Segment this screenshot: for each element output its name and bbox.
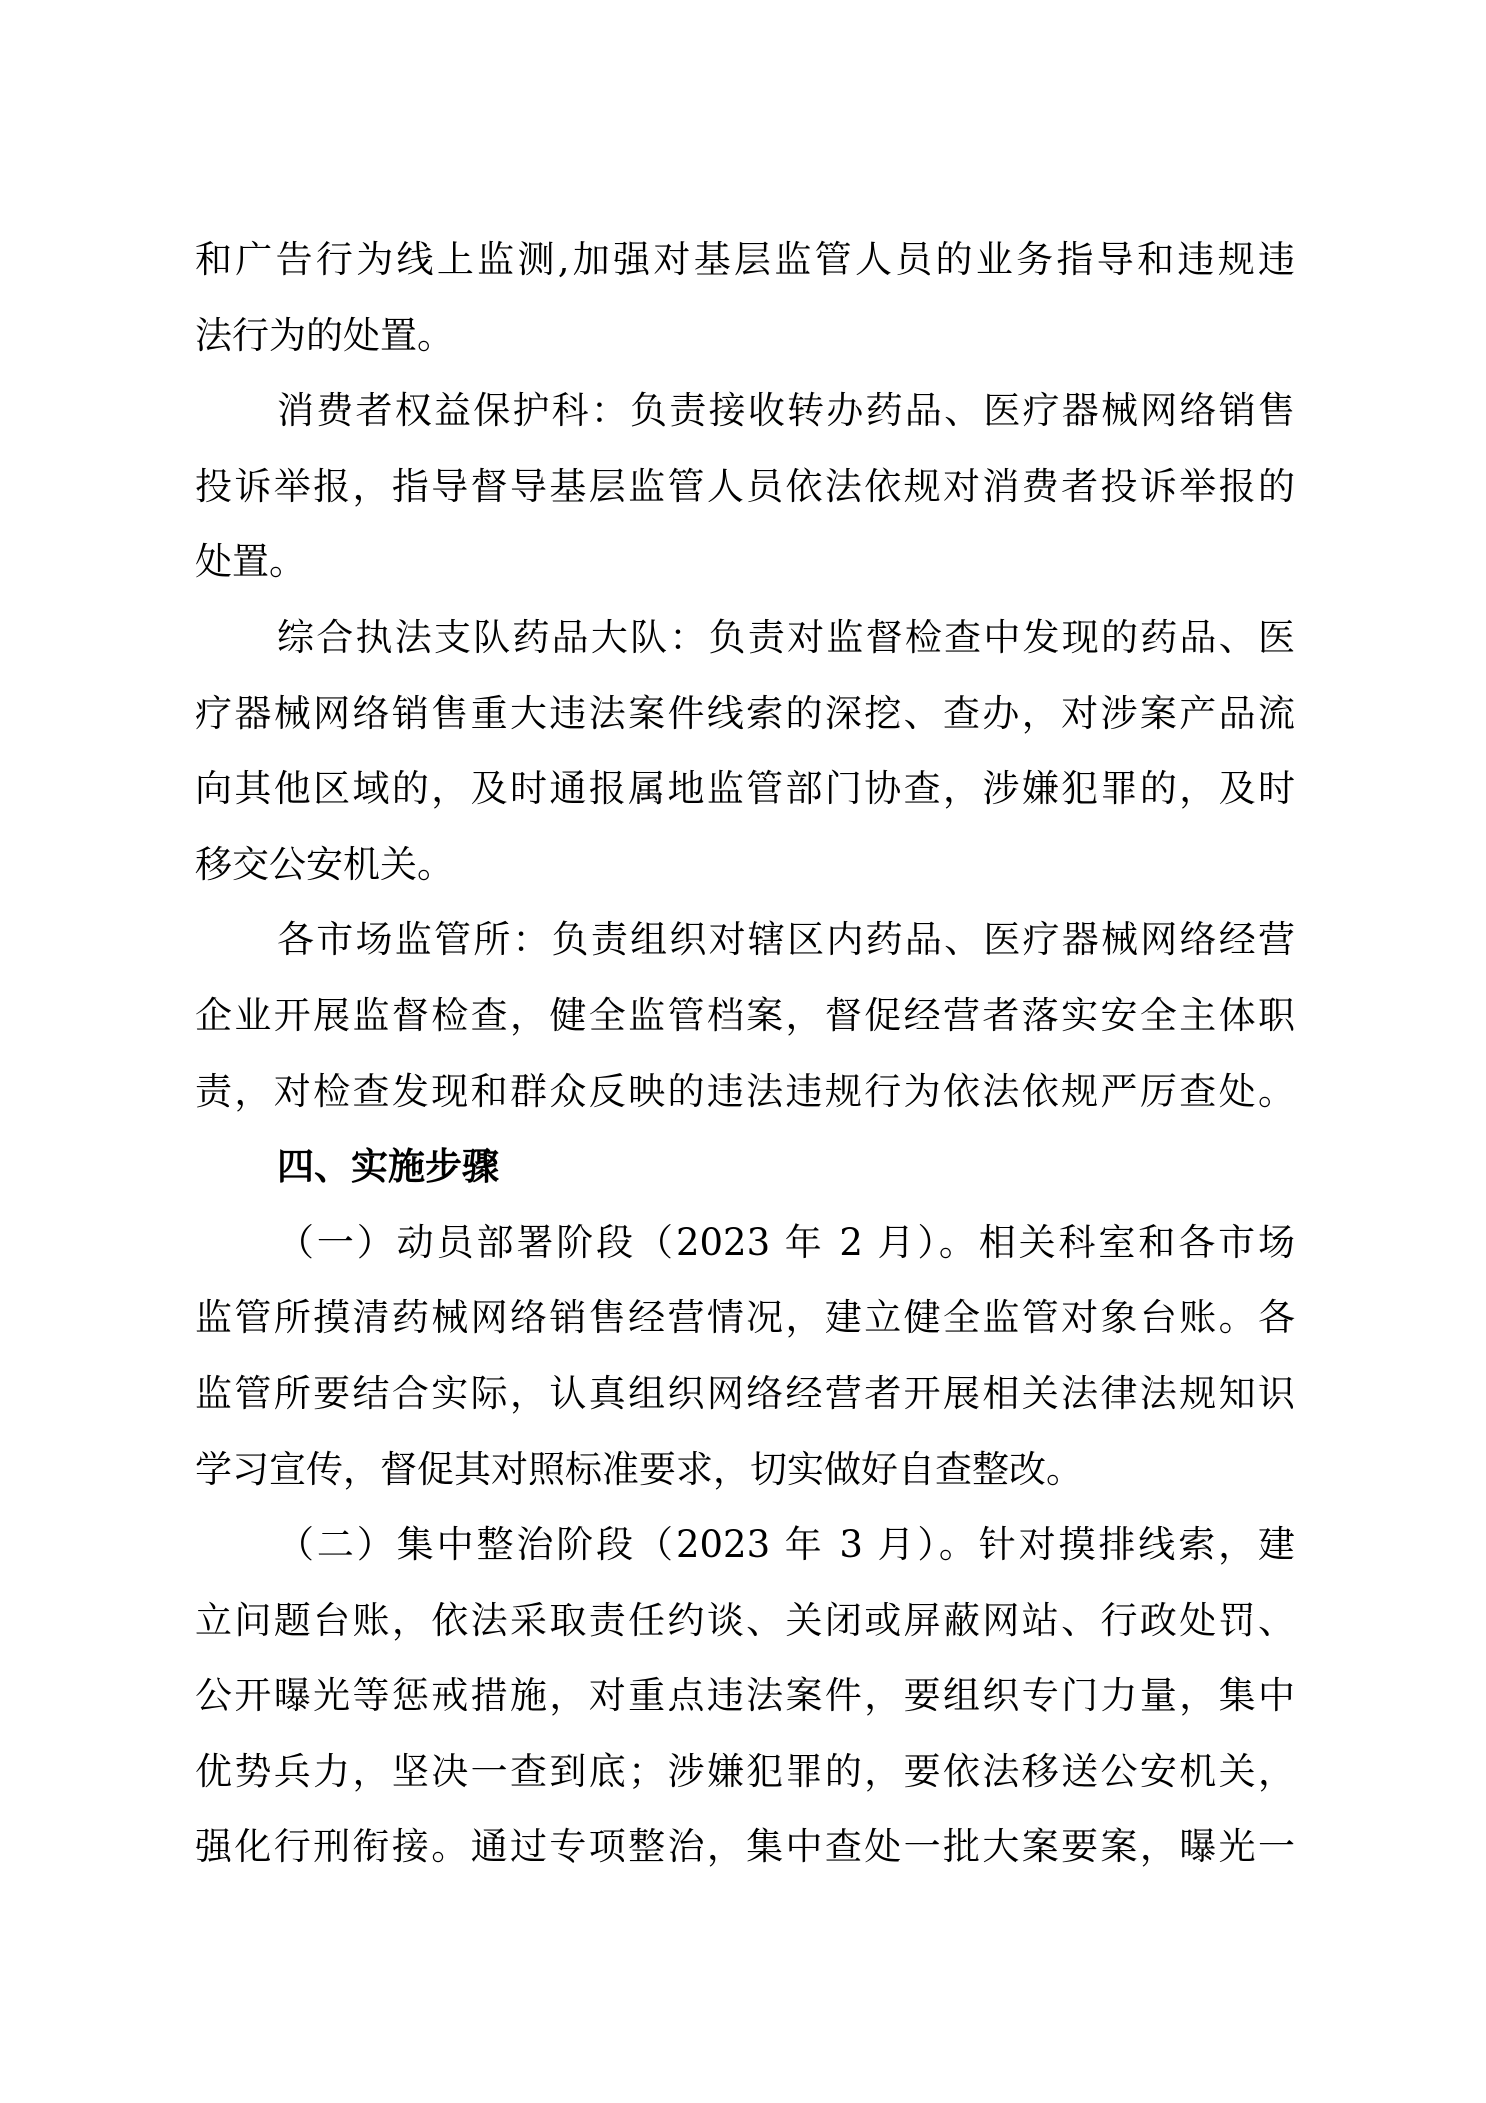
text-line: 责，对检查发现和群众反映的违法违规行为依法依规严厉查处。 <box>195 1069 1295 1113</box>
text-line: 监管所要结合实际，认真组织网络经营者开展相关法律法规知识 <box>195 1371 1295 1415</box>
paragraph-market-offices: 各市场监管所：负责组织对辖区内药品、医疗器械网络经营 <box>277 918 1295 962</box>
text-line: 公开曝光等惩戒措施，对重点违法案件，要组织专门力量，集中 <box>195 1674 1295 1718</box>
text-line: 移交公安机关。 <box>195 842 454 886</box>
text-line: 学习宣传，督促其对照标准要求，切实做好自查整改。 <box>195 1447 1083 1491</box>
text-line: 监管所摸清药械网络销售经营情况，建立健全监管对象台账。各 <box>195 1296 1295 1340</box>
document-body <box>195 222 1295 1885</box>
paragraph-step-one: （一）动员部署阶段（2023 年 2 月）。相关科室和各市场 <box>277 1220 1295 1264</box>
text-line: 疗器械网络销售重大违法案件线索的深挖、查办，对涉案产品流 <box>195 691 1295 735</box>
text-line: 立问题台账，依法采取责任约谈、关闭或屏蔽网站、行政处罚、 <box>195 1598 1295 1642</box>
text-line: 处置。 <box>195 540 306 584</box>
text-line: 法行为的处置。 <box>195 313 454 357</box>
text-line: 强化行刑衔接。通过专项整治，集中查处一批大案要案，曝光一 <box>195 1825 1295 1869</box>
text-line: 向其他区域的，及时通报属地监管部门协查，涉嫌犯罪的，及时 <box>195 767 1295 811</box>
text-line: 和广告行为线上监测,加强对基层监管人员的业务指导和违规违 <box>195 238 1295 281</box>
text-line: 投诉举报，指导督导基层监管人员依法依规对消费者投诉举报的 <box>195 464 1295 508</box>
section-heading: 四、实施步骤 <box>277 1145 499 1189</box>
paragraph-enforcement-team: 综合执法支队药品大队：负责对监督检查中发现的药品、医 <box>277 615 1295 659</box>
paragraph-step-two: （二）集中整治阶段（2023 年 3 月）。针对摸排线索，建 <box>277 1523 1295 1567</box>
text-line: 优势兵力，坚决一查到底；涉嫌犯罪的，要依法移送公安机关， <box>195 1749 1295 1793</box>
paragraph-consumer-rights: 消费者权益保护科：负责接收转办药品、医疗器械网络销售 <box>277 389 1295 433</box>
text-line: 企业开展监督检查，健全监管档案，督促经营者落实安全主体职 <box>195 993 1295 1037</box>
